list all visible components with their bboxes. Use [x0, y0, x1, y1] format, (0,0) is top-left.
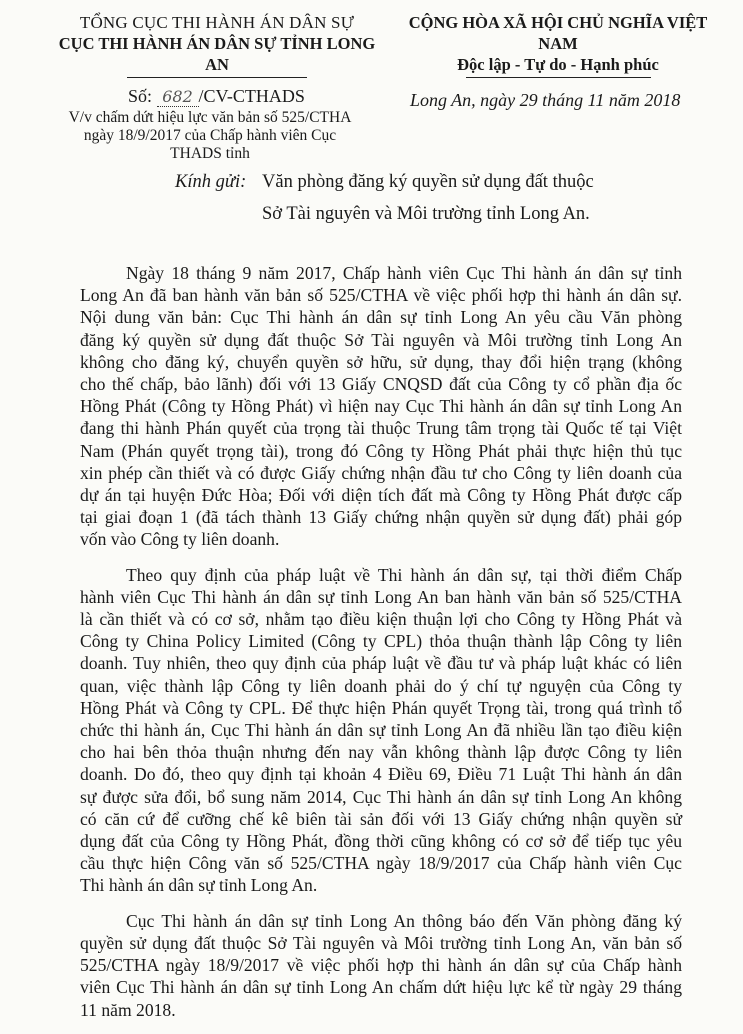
paragraph-line: Cục Thi hành án dân sự tỉnh Long An thông báo đến Văn phòng đăng ký — [126, 910, 682, 931]
place-and-date: Long An, ngày 29 tháng 11 năm 2018 — [410, 90, 681, 110]
motto-underline — [466, 77, 651, 78]
paragraph-line: Thi hành án dân sự tỉnh Long An. — [80, 875, 318, 896]
agency-name: CỤC THI HÀNH ÁN DÂN SỰ TỈNH LONG AN — [58, 34, 376, 74]
paragraph-line: dụng đất của Công ty Hồng Phát, đồng thời cũng không có cơ sở để tiếp tục yêu — [80, 831, 682, 852]
parent-agency-name: TỔNG CỤC THI HÀNH ÁN DÂN SỰ — [79, 13, 355, 32]
paragraph-line: cầu thực hiện Công văn số 525/CTHA ngày 18/9/2017 của Chấp hành viên Cục — [80, 853, 682, 874]
paragraph-line: chức thi hành án, Cục Thi hành án dân sự tỉnh Long An đã nhiều lần tạo điều kiện — [80, 720, 682, 741]
agency-underline — [127, 77, 307, 78]
paragraph-line: quyền sử dụng đất thuộc Sở Tài nguyên và Môi trường tỉnh Long An, văn bản số — [80, 932, 682, 953]
body-paragraph — [80, 910, 682, 1021]
document-number-prefix: Số: — [128, 86, 153, 106]
handwritten-number: 682 — [157, 87, 199, 107]
paragraph-line: Hồng Phát (Công ty Hồng Phát) vì hiện nay Cục Thi hành án dân sự tỉnh Long An — [80, 396, 682, 417]
paragraph-line: xin phép cần thiết và có được Giấy chứng nhận đầu tư cho Công ty liên doanh của — [80, 462, 682, 483]
paragraph-line: cho hai bên thỏa thuận nhưng đến nay vẫn không thành lập được Công ty liên — [80, 742, 682, 763]
paragraph-line: sự được sửa đổi, bổ sung năm 2014, Cục Thi hành án dân sự tỉnh Long An không — [80, 786, 682, 807]
recipient-line-1: Văn phòng đăng ký quyền sử dụng đất thuộc — [262, 172, 594, 192]
letter-body — [80, 262, 682, 1034]
document-number — [128, 86, 305, 107]
paragraph-line: Theo quy định của pháp luật về Thi hành án dân sự, tại thời điểm Chấp — [126, 564, 682, 585]
issuing-agency-header — [52, 12, 382, 78]
paragraph-line: doanh. Do đó, theo quy định tại khoản 4 Điều 69, Điều 71 Luật Thi hành án dân — [80, 764, 682, 785]
paragraph-line: quan, việc thành lập Công ty liên doanh phải do ý chí tự nguyện của Công ty — [80, 675, 682, 696]
paragraph-line: cho thế chấp, bảo lãnh) đối với 13 Giấy CNQSD đất của Công ty cổ phần địa ốc — [80, 374, 682, 395]
paragraph-line: dự án tại huyện Đức Hòa; Đối với diện tích đất mà Công ty Hồng Phát được cấp — [80, 485, 682, 506]
paragraph-line: Long An đã ban hành văn bản số 525/CTHA về việc phối hợp thi hành án dân sự. — [80, 285, 682, 306]
paragraph-line: 525/CTHA ngày 18/9/2017 về việc phối hợp thi hành án dân sự của Chấp hành — [80, 955, 682, 976]
paragraph-line: viên Cục Thi hành án dân sự tỉnh Long An chấm dứt hiệu lực kể từ ngày 29 tháng — [80, 977, 682, 998]
paragraph-line: Nam (Phán quyết trọng tài), trong đó Công ty Hồng Phát phải thực hiện thủ tục — [80, 440, 682, 461]
paragraph-line: Ngày 18 tháng 9 năm 2017, Chấp hành viên Cục Thi hành án dân sự tỉnh — [126, 263, 682, 283]
paragraph-line: doanh. Tuy nhiên, theo quy định của pháp luật về đầu tư và pháp luật khác có liên — [80, 653, 682, 674]
recipient-line-2: Sở Tài nguyên và Môi trường tỉnh Long An. — [262, 204, 590, 224]
paragraph-line: Nội dung văn bản: Cục Thi hành án dân sự tỉnh Long An yêu cầu Văn phòng — [80, 307, 682, 328]
nation-name: CỘNG HÒA XÃ HỘI CHỦ NGHĨA VIỆT NAM — [408, 13, 708, 53]
paragraph-line: hành viên Cục Thi hành án dân sự tỉnh Long An ban hành văn bản số 525/CTHA — [80, 586, 682, 607]
paragraph-line: có căn cứ để cưỡng chế kê biên tài sản đối với 13 Giấy chứng nhận quyền sử — [80, 808, 682, 829]
document-subject — [60, 109, 360, 163]
national-header — [388, 12, 728, 78]
paragraph-line: Công ty China Policy Limited (Công ty CPL) thỏa thuận thành lập Công ty liên — [80, 631, 682, 652]
paragraph-line: vốn vào Công ty liên doanh. — [80, 529, 280, 550]
paragraph-line: 11 năm 2018. — [80, 999, 176, 1020]
paragraph-line: đăng ký quyền sử dụng đất thuộc Sở Tài nguyên và Môi trường tỉnh Long An — [80, 329, 682, 350]
paragraph-line: đang thi hành Phán quyết của trọng tài thuộc Trung tâm trọng tài Quốc tế tại Việt — [80, 418, 682, 439]
document-number-suffix: /CV-CTHADS — [198, 86, 305, 106]
paragraph-line: Hồng Phát và Công ty CPL. Để thực hiện Phán quyết Trọng tài, trong quá trình tổ — [80, 697, 682, 718]
paragraph-line: không cho đăng ký, chuyển quyền sở hữu, sử dụng, thay đổi hiện trạng (không — [80, 351, 682, 372]
recipient-label: Kính gửi: — [175, 172, 247, 192]
body-paragraph — [80, 564, 682, 897]
subject-line-2: ngày 18/9/2017 của Chấp hành viên Cục THADS tỉnh — [83, 127, 337, 162]
national-motto: Độc lập - Tự do - Hạnh phúc — [457, 55, 659, 74]
subject-line-1: V/v chấm dứt hiệu lực văn bản số 525/CTHA — [68, 109, 352, 126]
paragraph-line: tại giai đoạn 1 (đã tách thành 13 Giấy chứng nhận quyền sử dụng đất) phải góp — [80, 507, 682, 528]
body-paragraph — [80, 262, 682, 551]
paragraph-line: là cần thiết và có cơ sở, nhằm tạo điều kiện thuận lợi cho Công ty Hồng Phát và — [80, 609, 682, 630]
